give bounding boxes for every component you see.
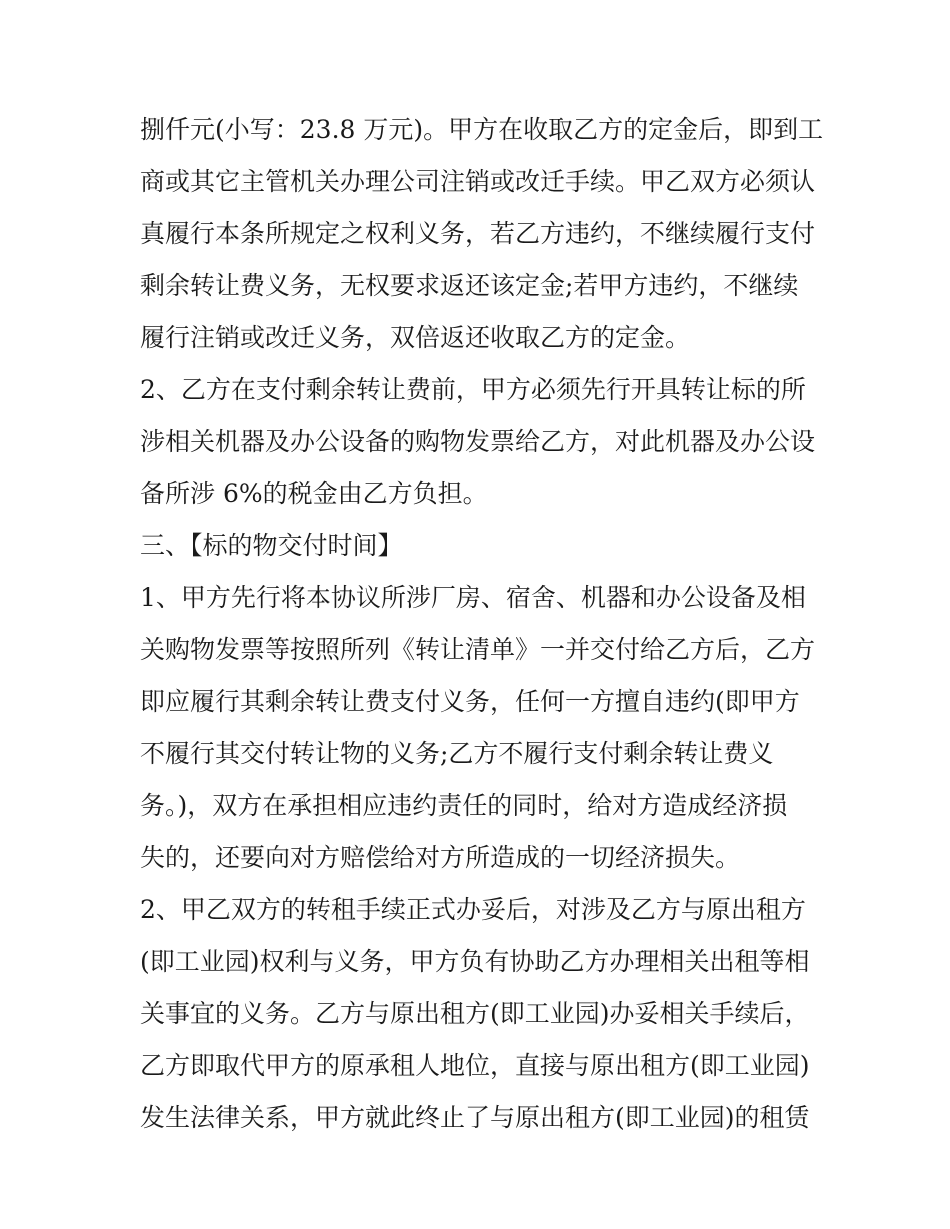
text-line: 发生法律关系，甲方就此终止了与原出租方(即工业园)的租赁: [140, 1103, 810, 1132]
text-line: 失的，还要向对方赔偿给对方所造成的一切经济损失。: [140, 843, 741, 872]
text-line: 即应履行其剩余转让费支付义务，任何一方擅自违约(即甲方: [140, 687, 800, 716]
text-line: 商或其它主管机关办理公司注销或改迁手续。甲乙双方必须认: [140, 167, 816, 196]
text-line: 关事宜的义务。乙方与原出租方(即工业园)办妥相关手续后，: [140, 999, 810, 1028]
text-line: 2、甲乙双方的转租手续正式办妥后，对涉及乙方与原出租方: [140, 895, 806, 924]
text-line: 真履行本条所规定之权利义务，若乙方违约，不继续履行支付: [140, 219, 816, 248]
text-line: 关购物发票等按照所列《转让清单》一并交付给乙方后，乙方: [140, 635, 816, 664]
text-line: 务。)，双方在承担相应违约责任的同时，给对方造成经济损: [140, 791, 788, 820]
text-line: 不履行其交付转让物的义务;乙方不履行支付剩余转让费义: [140, 739, 774, 768]
text-line: 剩余转让费义务，无权要求返还该定金;若甲方违约，不继续: [140, 271, 799, 300]
document-body: [140, 104, 824, 1144]
text-line: 2、乙方在支付剩余转让费前，甲方必须先行开具转让标的所: [140, 375, 806, 404]
text-line: 1、甲方先行将本协议所涉厂房、宿舍、机器和办公设备及相: [140, 583, 806, 612]
text-line: 履行注销或改迁义务，双倍返还收取乙方的定金。: [140, 323, 691, 352]
section-heading: 三、【标的物交付时间】: [140, 531, 403, 560]
text-line: 乙方即取代甲方的原承租人地位，直接与原出租方(即工业园): [140, 1051, 810, 1080]
text-line: 备所涉 6%的税金由乙方负担。: [140, 479, 488, 508]
text-line: (即工业园)权利与义务，甲方负有协助乙方办理相关出租等相: [140, 947, 810, 976]
text-line: 涉相关机器及办公设备的购物发票给乙方，对此机器及办公设: [140, 427, 816, 456]
text-line: 捌仟元(小写：23.8 万元)。甲方在收取乙方的定金后，即到工: [140, 115, 824, 144]
